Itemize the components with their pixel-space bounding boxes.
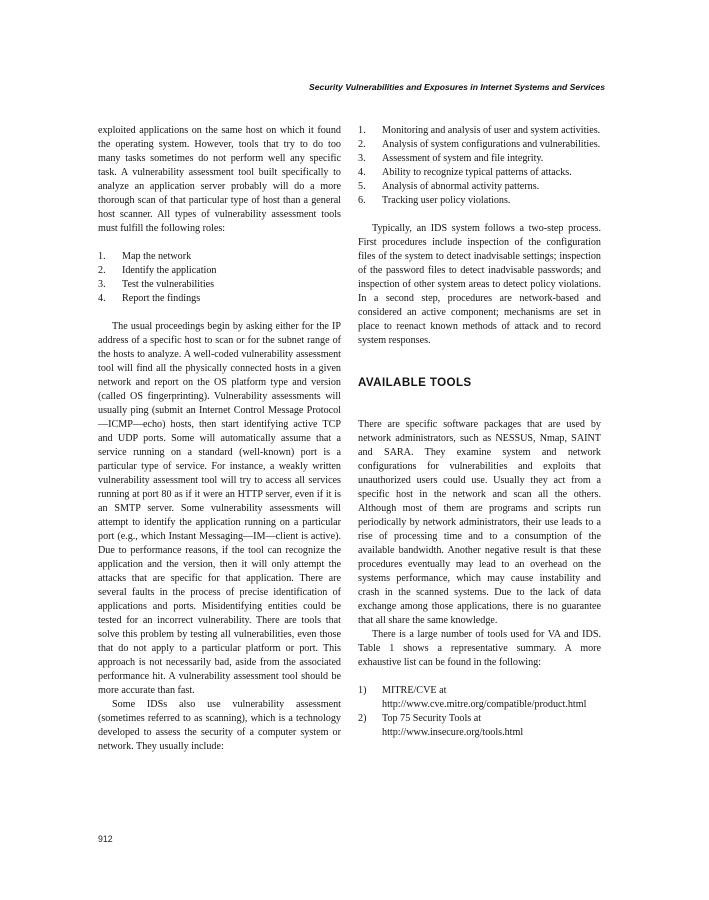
list-text: MITRE/CVE at http://www.cve.mitre.org/compatible/product.html	[382, 685, 587, 710]
list-number: 1.	[358, 125, 366, 136]
list-number: 3.	[98, 279, 106, 290]
list-item	[358, 712, 601, 740]
list-number: 6.	[358, 195, 366, 206]
paragraph-ids-scanning: Some IDSs also use vulnerability assessment (sometimes referred to as scanning), which is a technology developed to assess the security of a computer system or network. They usually include:	[98, 699, 341, 752]
list-text: Test the vulnerabilities	[122, 279, 215, 290]
list-item	[98, 250, 341, 264]
list-number: 2)	[358, 713, 367, 724]
spacer	[358, 348, 601, 362]
list-number: 1)	[358, 685, 367, 696]
page-number: 912	[98, 834, 113, 844]
spacer	[98, 306, 341, 320]
list-number: 4.	[358, 167, 366, 178]
list-item	[358, 152, 601, 166]
resource-links-list	[358, 684, 601, 740]
list-text: Report the findings	[122, 293, 201, 304]
list-text: Ability to recognize typical patterns of attacks.	[382, 167, 572, 178]
spacer	[98, 236, 341, 250]
list-number: 3.	[358, 153, 366, 164]
list-number: 5.	[358, 181, 366, 192]
spacer	[358, 670, 601, 684]
list-item	[358, 124, 601, 138]
list-item	[358, 166, 601, 180]
list-item	[358, 138, 601, 152]
paragraph-va-tools-intro: exploited applications on the same host on which it found the operating system. However, tools that try to do too many tasks sometimes do not perform well any specific task. A vulnerability assessment tool built specifically to analyze an application server probably will do a more thorough scan of that particular type of host than a general host scanner. All types of vulnerability assessment tools must fulfill the following roles:	[98, 125, 341, 234]
paragraph-ids-two-step: Typically, an IDS system follows a two-step process. First procedures include inspection of the configuration files of the system to detect inadvisable settings; inspection of the password files to detect inadvisable passwords; and inspection of other system areas to detect policy violations. In a second step, procedures are network-based and considered an active component; mechanisms are set in place to reenact known methods of attack and to record system responses.	[358, 223, 601, 346]
spacer	[358, 208, 601, 222]
list-text: Identify the application	[122, 265, 217, 276]
left-column	[98, 124, 341, 754]
list-item	[358, 194, 601, 208]
paragraph-usual-proceedings: The usual proceedings begin by asking either for the IP address of a specific host to scan or for the subnet range of the hosts to analyze. A well-coded vulnerability assessment tool will find all the physically connected hosts in a given network and report on the OS platform type and version (called OS fingerprinting). Vulnerability assessments will usually ping (submit an Internet Control Message Protocol—ICMP—echo) hosts, then start identifying active TCP and UDP ports. Some will automatically assume that a service running on a standard (well-known) port is a particular type of service. For instance, a weakly written vulnerability assessment tool will try to access all services running at port 80 as if it were an HTTP server, even if it is an SMTP server. Some vulnerability assessments will attempt to identify the application running on a particular port (e.g., which Instant Messaging—IM—client is active). Due to performance reasons, if the tool can recognize the application and the version, then it will only attempt the attacks that are specific for that application. There are several faults in the process of precise identification of applications and ports. Misidentifying entities could be tested for an incorrect vulnerability. There are tools that solve this problem by testing all vulnerabilities, even those that do not apply to a particular platform or port. This approach is not necessarily bad, aside from the associated performance hit. A vulnerability assessment tool should be more accurate than fast.	[98, 321, 341, 696]
section-heading: AVAILABLE TOOLS	[358, 376, 472, 389]
list-text: Analysis of abnormal activity patterns.	[382, 181, 540, 192]
running-head: Security Vulnerabilities and Exposures in Internet Systems and Services	[309, 82, 605, 92]
list-text: Analysis of system configurations and vulnerabilities.	[382, 139, 601, 150]
list-item	[358, 180, 601, 194]
list-number: 1.	[98, 251, 106, 262]
list-item	[358, 684, 601, 712]
spacer	[358, 390, 601, 404]
list-text: Tracking user policy violations.	[382, 195, 511, 206]
spacer	[358, 362, 601, 376]
list-item	[98, 264, 341, 278]
list-text: Monitoring and analysis of user and system activities.	[382, 125, 601, 136]
list-text: Map the network	[122, 251, 192, 262]
paragraph-software-packages: There are specific software packages that are used by network administrators, such as NESSUS, Nmap, SAINT and SARA. They examine system and network configurations for vulnerabilities and exploits that unauthorized users could use. Usually they act from a specific host in the network and scan all the others. Although most of them are programs and scripts run periodically by network administrators, their use leads to a rise of processing time and to a consumption of the available bandwidth. Another negative result is that these procedures eventually may lead to an overhead on the systems performance, which may cause instability and crash in the scanned systems. Due to the lack of data exchange among those applications, there is no guarantee that all share the same knowledge.	[358, 419, 601, 626]
list-number: 4.	[98, 293, 106, 304]
list-number: 2.	[358, 139, 366, 150]
spacer	[358, 404, 601, 418]
paragraph-tool-summary: There is a large number of tools used for VA and IDS. Table 1 shows a representative summary. A more exhaustive list can be found in the following:	[358, 629, 601, 668]
list-item	[98, 292, 341, 306]
list-text: Top 75 Security Tools at http://www.insecure.org/tools.html	[382, 713, 524, 738]
va-roles-list	[98, 250, 341, 306]
ids-functions-list	[358, 124, 601, 208]
right-column	[358, 124, 601, 740]
list-item	[98, 278, 341, 292]
list-text: Assessment of system and file integrity.	[382, 153, 544, 164]
list-number: 2.	[98, 265, 106, 276]
